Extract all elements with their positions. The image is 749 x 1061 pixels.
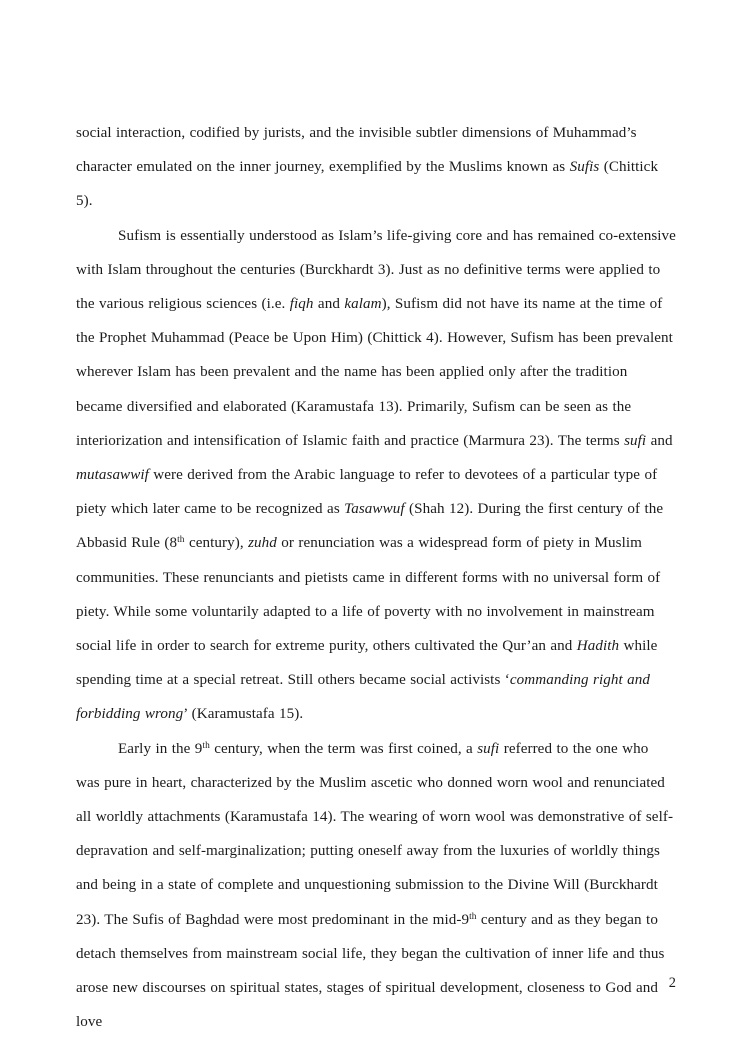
text-run: (Shah 12). During the first century of the Abbasid Rule (8 xyxy=(76,501,664,552)
text-run: referred to the one who was pure in heart, characterized by the Muslim ascetic who donned worn wool and renunciated all worldly attachments (Karamustafa 14). The wearing of worn wool was demonstrative of self-depravation and self-marginalization; putting oneself away from the luxuries of worldly things and being in a state of complete and unquestioning submission to the Divine Will (Burckhardt 23). The Sufis of Baghdad were most predominant in the mid-9 xyxy=(76,740,674,928)
text-run: (Chittick 5). xyxy=(76,159,659,210)
ordinal-suffix: th xyxy=(202,740,210,751)
italic-term: Sufis xyxy=(569,159,600,176)
text-run: social interaction, codified by jurists, and the invisible subtler dimensions of Muhammad’s character emulated on the inner journey, exemplified by the Muslims known as xyxy=(76,125,637,176)
document-text-body xyxy=(76,116,676,1039)
page-number: 2 xyxy=(668,975,676,991)
text-run: or renunciation was a widespread form of piety in Muslim communities. These renunciants and pietists came in different forms with no universal form of piety. While some voluntarily adapted to a life of poverty with no involvement in mainstream social life in order to search for extreme purity, others cultivated the Qur’an and xyxy=(76,535,661,655)
text-run: ), Sufism did not have its name at the time of the Prophet Muhammad (Peace be Upon Him) (Chittick 4). However, Sufism has been prevalent wherever Islam has been prevalent and the name has been applied only after the tradition became diversified and elaborated (Karamustafa 13). Primarily, Sufism can be seen as the interiorization and intensification of Islamic faith and practice (Marmura 23). The terms xyxy=(76,296,673,449)
paragraph-continuation xyxy=(76,116,676,219)
paragraph-ninth-century xyxy=(76,732,676,1040)
ordinal-suffix: th xyxy=(177,535,185,546)
italic-term: sufi xyxy=(477,740,500,757)
text-run: century and as they began to detach themselves from mainstream social life, they began the cultivation of inner life and thus arose new discourses on spiritual states, stages of spiritual development, closeness to God and love xyxy=(76,911,665,1031)
text-run: and xyxy=(313,296,345,313)
text-run: were derived from the Arabic language to refer to devotees of a particular type of piety which later came to be recognized as xyxy=(76,467,658,518)
italic-term: kalam xyxy=(344,296,382,313)
italic-term: zuhd xyxy=(248,535,277,552)
italic-term: commanding right and forbidding wrong xyxy=(76,672,650,723)
italic-term: Hadith xyxy=(576,638,620,655)
text-run: century), xyxy=(184,535,249,552)
italic-term: mutasawwif xyxy=(76,467,149,484)
paragraph-sufism-core xyxy=(76,219,676,732)
italic-term: sufi xyxy=(624,432,647,449)
text-run: Early in the 9 xyxy=(118,740,203,757)
italic-term: fiqh xyxy=(289,296,314,313)
text-run: and xyxy=(646,432,673,449)
text-run: century, when the term was first coined, a xyxy=(209,740,478,757)
italic-term: Tasawwuf xyxy=(344,501,405,518)
text-run: ’ (Karamustafa 15). xyxy=(183,706,304,723)
ordinal-suffix: th xyxy=(469,911,477,922)
text-run: Sufism is essentially understood as Islam’s life-giving core and has remained co-extensive with Islam throughout the centuries (Burckhardt 3). Just as no definitive terms were applied to the various religious sciences (i.e. xyxy=(76,227,676,313)
text-run: while spending time at a special retreat. Still others became social activists ‘ xyxy=(76,638,658,689)
